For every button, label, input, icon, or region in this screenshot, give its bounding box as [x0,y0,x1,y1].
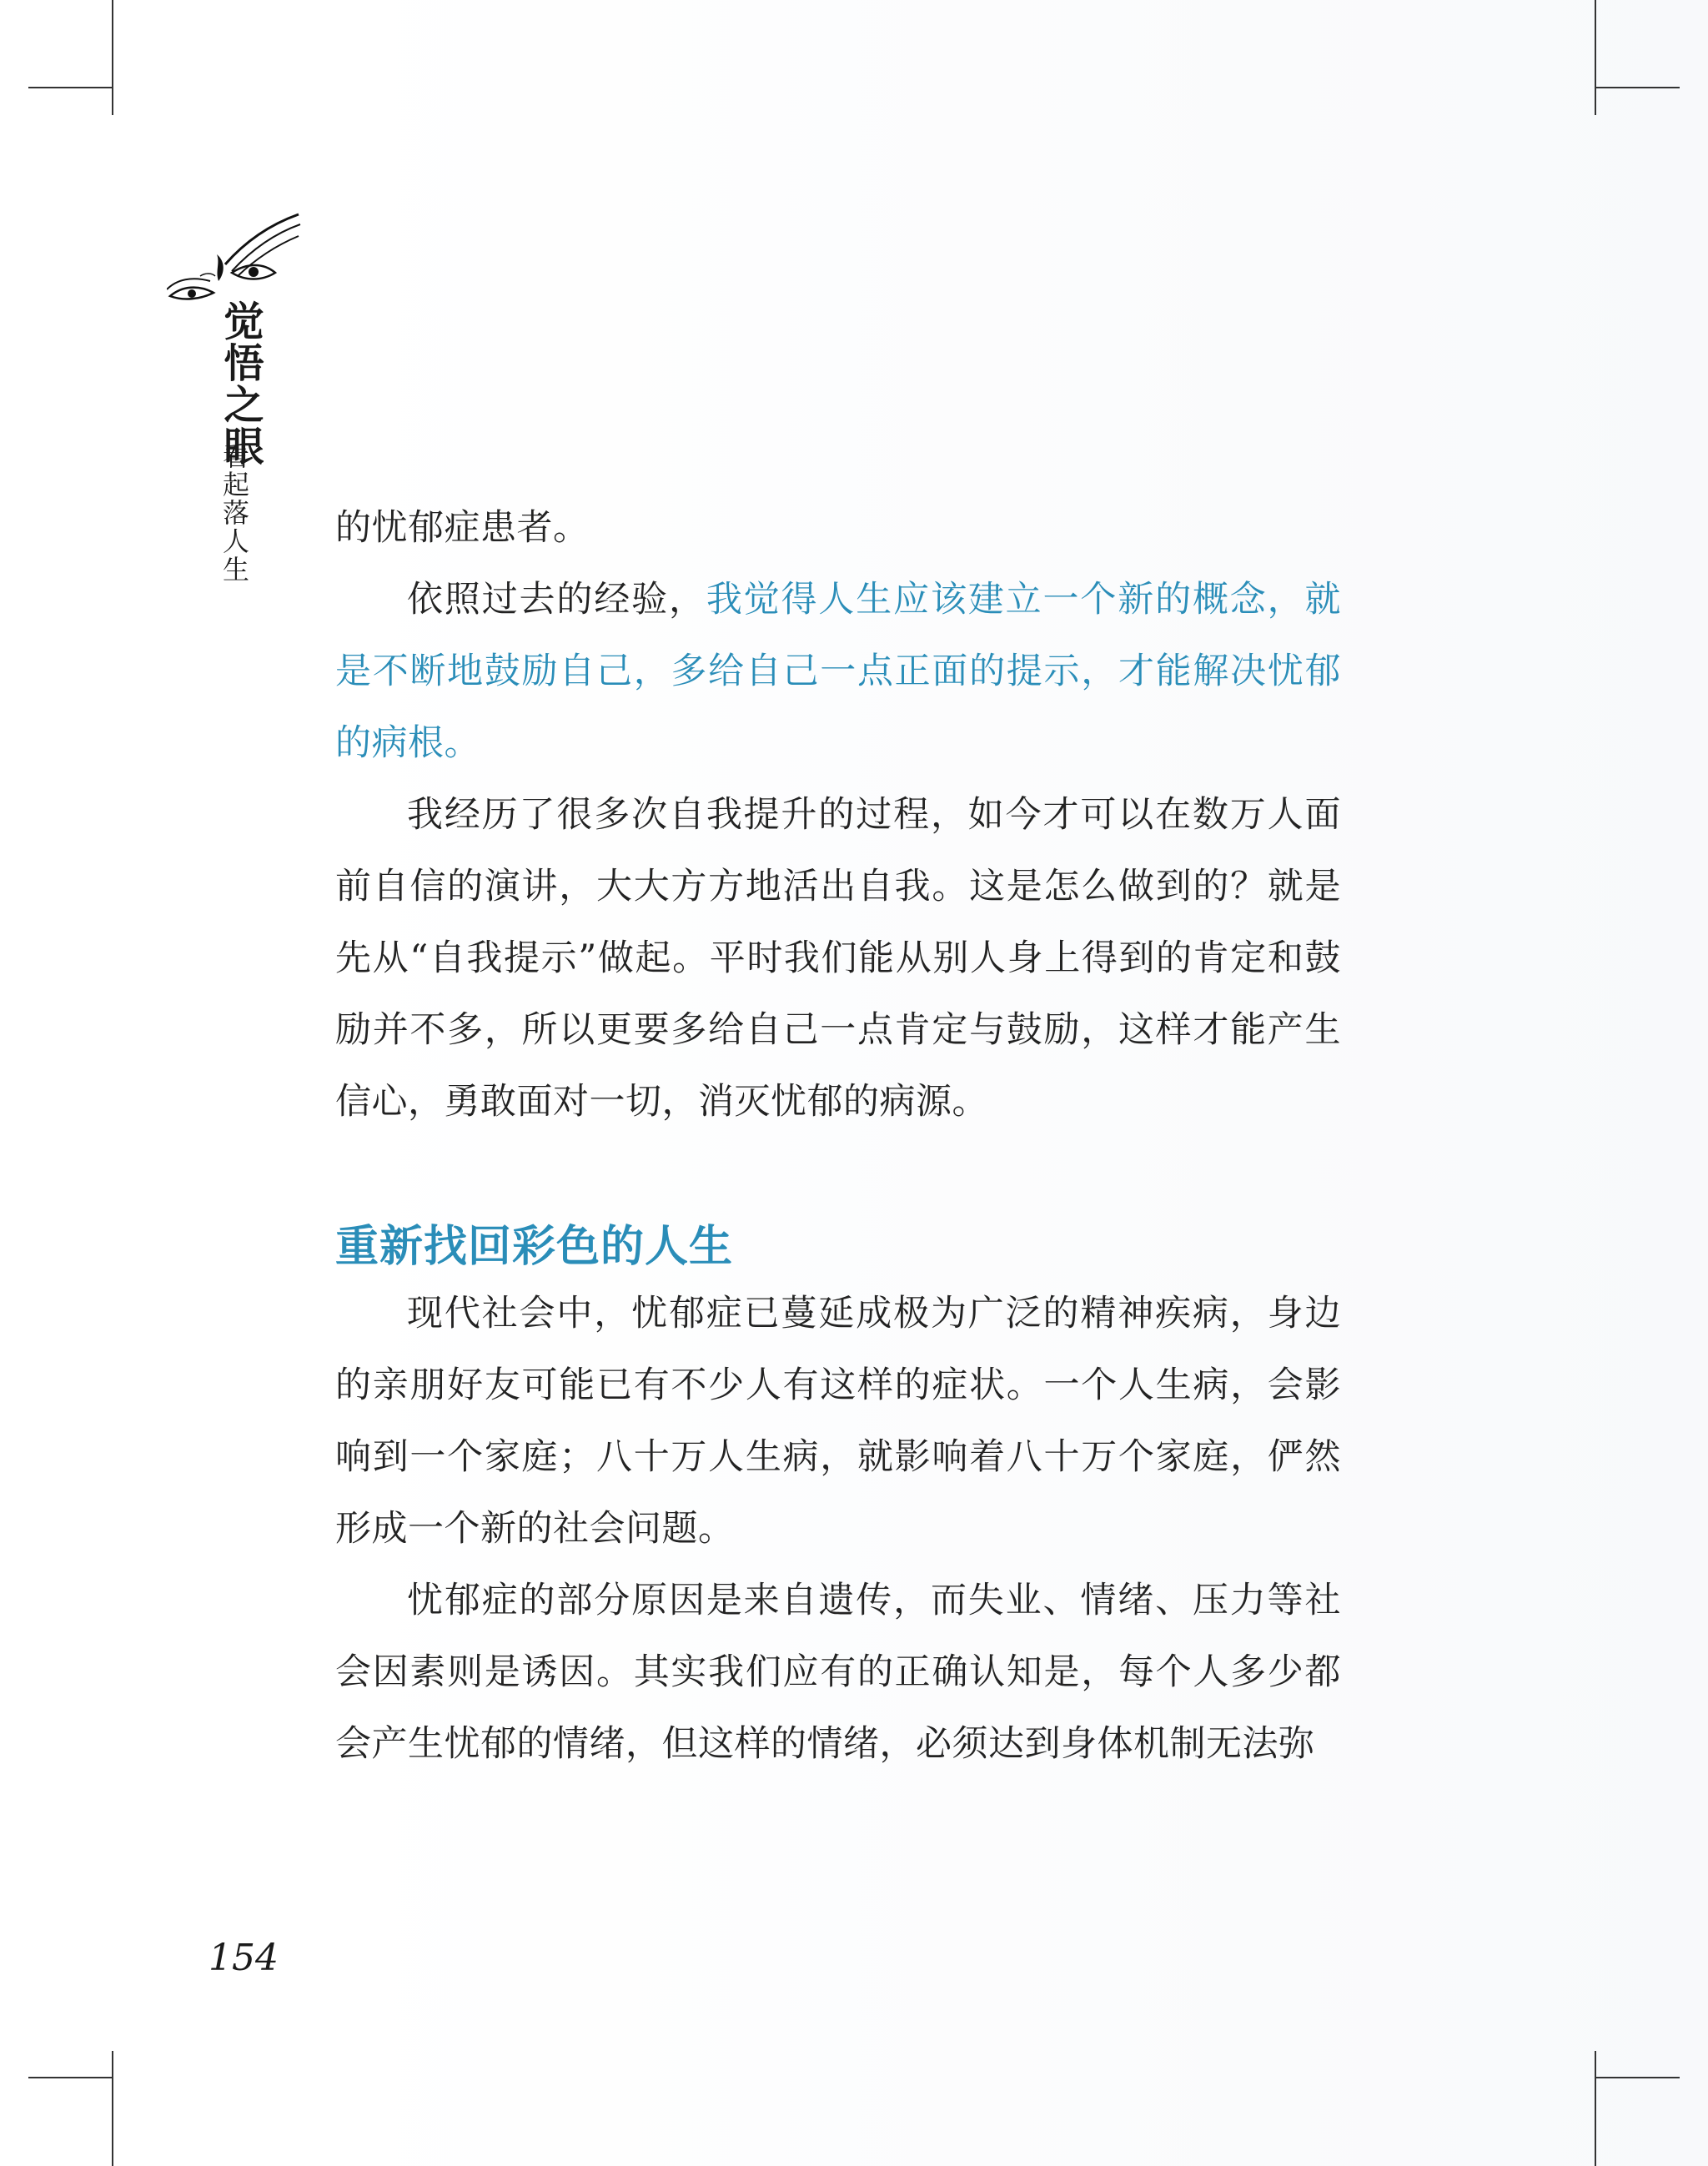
paragraph-4: 现代社会中，忧郁症已蔓延成极为广泛的精神疾病，身边的亲朋好友可能已有不少人有这样的症状。一个人生病，会影响到一个家庭；八十万人生病，就影响着八十万个家庭，俨然形成一个新的社会问题。 [335,1293,1341,1550]
paragraph-3: 我经历了很多次自我提升的过程，如今才可以在数万人面前自信的演讲，大大方方地活出自我。这是怎么做到的？就是先从“自我提示”做起。平时我们能从别人身上得到的肯定和鼓励并不多，所以更要多给自己一点肯定与鼓励，这样才能产生信心，勇敢面对一切，消灭忧郁的病源。 [335,794,1341,1123]
buddha-eyes-icon [167,213,304,304]
body-text-bottom [335,1278,1341,1780]
paragraph-2 [335,564,1341,779]
book-title-main: 觉悟之眼 [217,300,264,467]
book-title-sub: 看起落人生 [219,442,250,584]
section-heading-block [335,1214,1341,1280]
body-text-top [335,492,1341,1138]
paragraph-5: 忧郁症的部分原因是来自遗传，而失业、情绪、压力等社会因素则是诱因。其实我们应有的正确认知是，每个人多少都会产生忧郁的情绪，但这样的情绪，必须达到身体机制无法弥 [335,1580,1341,1765]
section-heading: 重新找回彩色的人生 [335,1221,734,1272]
paragraph-2-highlight: 我觉得人生应该建立一个新的概念，就是不断地鼓励自己，多给自己一点正面的提示，才能解决忧郁的病根。 [335,579,1342,764]
paragraph-1: 的忧郁症患者。 [335,507,590,549]
page-number: 154 [208,1937,279,1979]
paragraph-2-lead: 依照过去的经验， [407,579,706,621]
